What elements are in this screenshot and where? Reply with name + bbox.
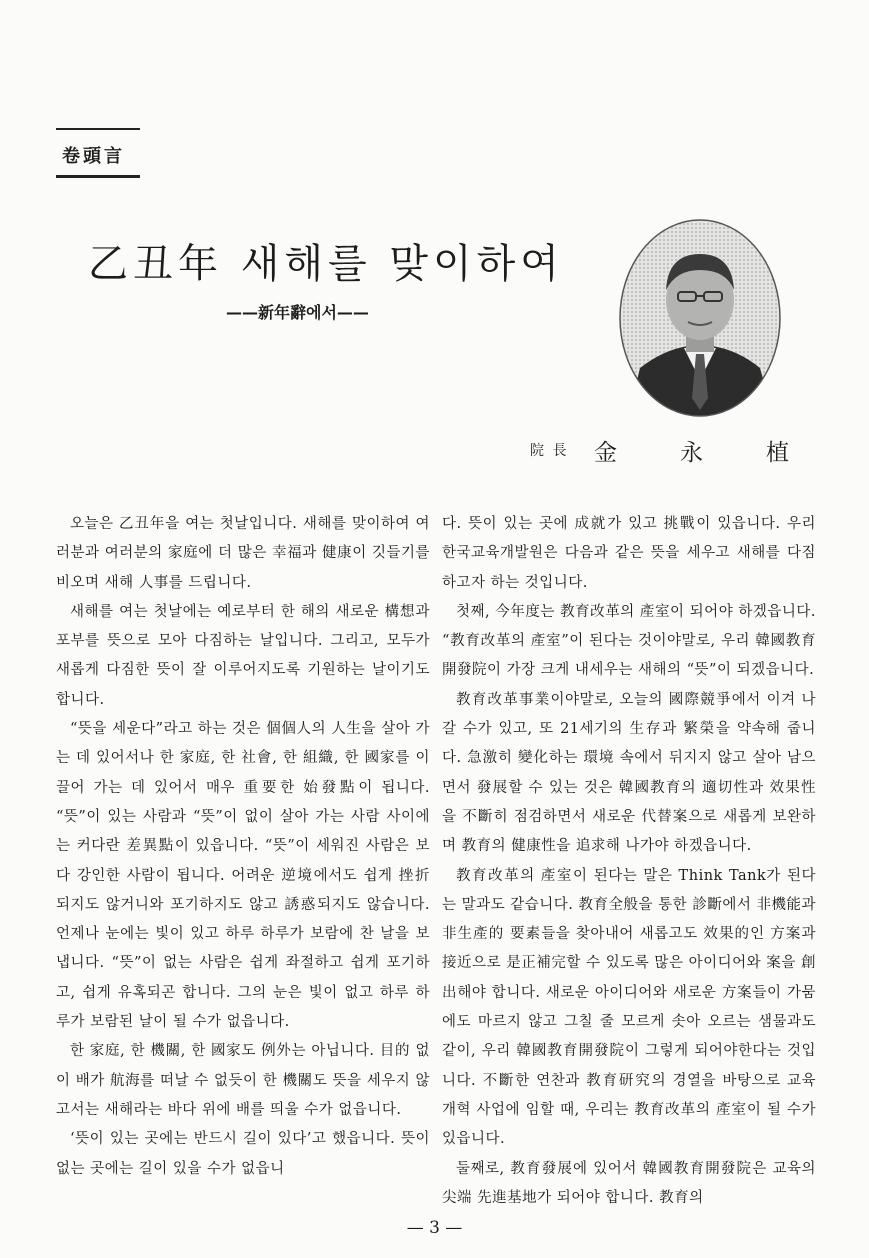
paragraph-continued: 다. 뜻이 있는 곳에 成就가 있고 挑戰이 있읍니다. 우리 한국교육개발원은 다음과 같은 뜻을 세우고 새해를 다짐하고자 하는 것입니다. <box>442 516 816 591</box>
author-name-char-3: 植 <box>766 440 789 466</box>
article-subtitle: ——新年辭에서—— <box>226 303 369 322</box>
paragraph: 첫째, 今年度는 教育改革의 產室이 되어야 하겠읍니다. “教育改革의 產室”이 된다는 것이야말로, 우리 韓國教育開發院이 가장 크게 내세우는 새해의 “뜻”이 되겠읍니다. <box>442 603 816 679</box>
page-number: — 3 — <box>406 1218 463 1238</box>
paragraph: 둘째로, 教育發展에 있어서 韓國教育開發院은 교육의 尖端 先進基地가 되어야 합니다. 教育의 <box>442 1160 816 1206</box>
author-byline <box>530 434 792 464</box>
paragraph: 教育改革의 產室이 된다는 말은 Think Tank가 된다는 말과도 같습니다. 教育全般을 통한 診斷에서 非機能과 非生產的 要素들을 찾아내어 새롭고도 效果的인 方案과 接近으로 是正補完할 수 있도록 많은 아이디어와 案을 創出해야 합니다. 새로운 아이디어와 새로운 方案들이 가뭄에도 마르지 않고 그칠 줄 모르게 솟아 오르는 샘물과도 같이, 우리 韓國教育開發院이 그렇게 되어야한다는 것입니다. 不斷한 연찬과 教育研究의 경열을 바탕으로 교육 개혁 사업에 임할 때, 우리는 教育改革의 產室이 될 수가 있읍니다. <box>442 867 816 1148</box>
paragraph: ‘뜻이 있는 곳에는 반드시 길이 있다’고 했읍니다. 뜻이 없는 곳에는 길이 있을 수가 없읍니 <box>56 1131 430 1177</box>
article-title: 乙丑年 새해를 맞이하여 <box>88 241 564 287</box>
paragraph: 오늘은 乙丑年을 여는 첫날입니다. 새해를 맞이하여 여러분과 여러분의 家庭에 더 많은 幸福과 健康이 깃들기를 비오며 새해 人事를 드립니다. <box>56 516 430 591</box>
author-role: 院 長 <box>530 443 569 459</box>
paragraph: 새해를 여는 첫날에는 예로부터 한 해의 새로운 構想과 포부를 뜻으로 모아 다짐하는 날입니다. 그리고, 모두가 새롭게 다짐한 뜻이 잘 이루어지도록 기원하는 날이기도 합니다. <box>56 603 430 708</box>
author-name-char-2: 永 <box>680 440 703 466</box>
section-label: 卷頭言 <box>62 146 125 167</box>
header-rule-bottom <box>56 175 140 178</box>
paragraph: 教育改革事業이야말로, 오늘의 國際競爭에서 이겨 나갈 수가 있고, 또 21세기의 生存과 繁榮을 약속해 줍니다. 急激히 變化하는 環境 속에서 뒤지지 않고 살아 남으면서 發展할 수 있는 것은 韓國教育의 適切性과 效果性을 不斷히 점검하면서 새로운 代替案으로 새롭게 보완하며 教育의 健康性을 追求해 나가야 하겠읍니다. <box>442 691 816 855</box>
paragraph: “뜻을 세운다”라고 하는 것은 個個人의 人生을 살아 가는 데 있어서나 한 家庭, 한 社會, 한 組織, 한 國家를 이끌어 가는 데 있어서 매우 重要한 始發點이 됩니다. “뜻”이 있는 사람과 “뜻”이 없이 살아 가는 사람 사이에는 커다란 差異點이 있읍니다. “뜻”이 세워진 사람은 보다 강인한 사람이 됩니다. 어려운 逆境에서도 쉽게 挫折되지도 않거니와 포기하지도 않고 誘惑되지도 않습니다. 언제나 눈에는 빛이 있고 하루 하루가 보람에 찬 날을 보냅니다. “뜻”이 없는 사람은 쉽게 좌절하고 쉽게 포기하고, 쉽게 유혹되곤 합니다. 그의 눈은 빛이 없고 하루 하루가 보람된 날이 될 수가 없읍니다. <box>56 721 430 1031</box>
author-name-char-1: 金 <box>594 440 617 466</box>
paragraph: 한 家庭, 한 機關, 한 國家도 例外는 아닙니다. 目的 없이 배가 航海를 떠날 수 없듯이 한 機關도 뜻을 세우지 않고서는 새해라는 바다 위에 배를 띄울 수가 없읍니다. <box>56 1043 430 1118</box>
portrait-image <box>618 218 782 418</box>
author-portrait <box>618 218 782 418</box>
body-column-left <box>56 510 430 1184</box>
body-column-right <box>442 510 816 1213</box>
header-rule-top <box>56 128 140 130</box>
